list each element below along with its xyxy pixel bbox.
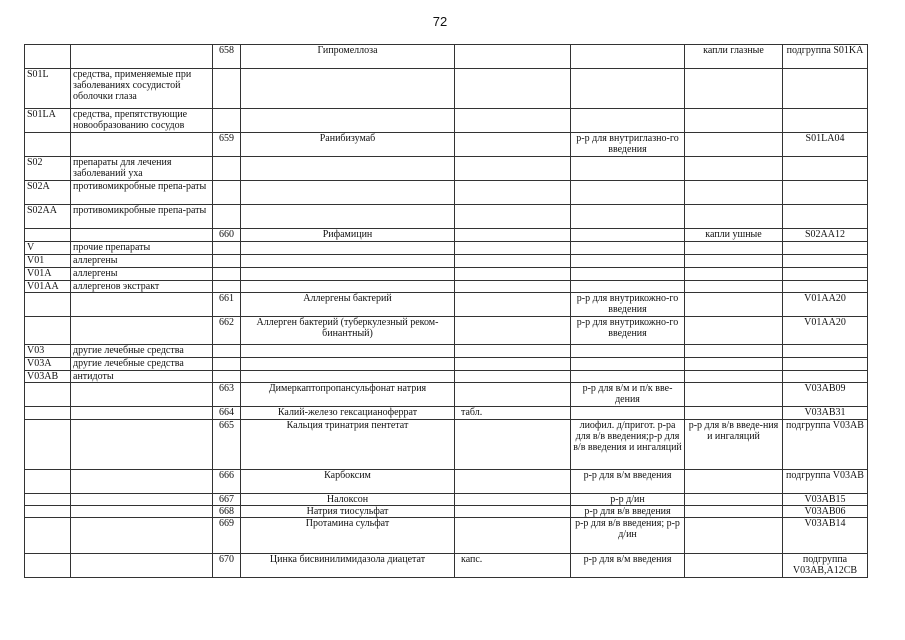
dosage-form-cell-1 xyxy=(455,205,571,229)
table-row xyxy=(25,554,868,578)
dosage-form-cell-1 xyxy=(455,157,571,181)
dosage-form-cell-1: капс. xyxy=(455,554,571,578)
drug-name-cell xyxy=(241,358,455,371)
dosage-form-cell-3: капли глазные xyxy=(685,45,783,69)
table-row xyxy=(25,229,868,242)
table-row xyxy=(25,181,868,205)
drug-name-cell xyxy=(241,205,455,229)
dosage-form-cell-1 xyxy=(455,383,571,407)
dosage-form-cell-2 xyxy=(571,268,685,281)
drug-name-cell xyxy=(241,255,455,268)
table-row xyxy=(25,268,868,281)
dosage-form-cell-3 xyxy=(685,268,783,281)
dosage-form-cell-1 xyxy=(455,268,571,281)
table-row xyxy=(25,470,868,494)
group-description-cell: прочие препараты xyxy=(71,242,213,255)
dosage-form-cell-1 xyxy=(455,45,571,69)
atc-group-code-cell: V03AB xyxy=(25,371,71,383)
atc-code-cell xyxy=(783,268,868,281)
table-row xyxy=(25,345,868,358)
atc-group-code-cell xyxy=(25,518,71,554)
atc-code-cell: S02AA12 xyxy=(783,229,868,242)
dosage-form-cell-1 xyxy=(455,345,571,358)
dosage-form-cell-3 xyxy=(685,518,783,554)
row-number-cell: 664 xyxy=(213,407,241,420)
dosage-form-cell-2 xyxy=(571,205,685,229)
group-description-cell: другие лечебные средства xyxy=(71,345,213,358)
drug-name-cell xyxy=(241,109,455,133)
dosage-form-cell-2 xyxy=(571,255,685,268)
table-row xyxy=(25,255,868,268)
row-number-cell xyxy=(213,157,241,181)
atc-group-code-cell xyxy=(25,506,71,518)
dosage-form-cell-1 xyxy=(455,358,571,371)
atc-code-cell: V03AB06 xyxy=(783,506,868,518)
dosage-form-cell-3 xyxy=(685,506,783,518)
atc-group-code-cell: S01L xyxy=(25,69,71,109)
atc-group-code-cell xyxy=(25,554,71,578)
group-description-cell: антидоты xyxy=(71,371,213,383)
atc-code-cell: подгруппа V03AB xyxy=(783,420,868,470)
group-description-cell: аллергенов экстракт xyxy=(71,281,213,293)
atc-group-code-cell xyxy=(25,494,71,506)
row-number-cell xyxy=(213,281,241,293)
table-row xyxy=(25,45,868,69)
atc-group-code-cell: S02A xyxy=(25,181,71,205)
atc-code-cell: V03AB31 xyxy=(783,407,868,420)
dosage-form-cell-1 xyxy=(455,420,571,470)
atc-code-cell xyxy=(783,358,868,371)
atc-group-code-cell: V03A xyxy=(25,358,71,371)
dosage-form-cell-2: р-р для внутрикожно-го введения xyxy=(571,293,685,317)
dosage-form-cell-2: р-р для в/в введения xyxy=(571,506,685,518)
dosage-form-cell-1 xyxy=(455,281,571,293)
row-number-cell xyxy=(213,268,241,281)
atc-code-cell xyxy=(783,181,868,205)
drug-name-cell xyxy=(241,181,455,205)
group-description-cell: средства, препятствующие новообразованию сосудов xyxy=(71,109,213,133)
atc-code-cell xyxy=(783,109,868,133)
atc-group-code-cell xyxy=(25,470,71,494)
row-number-cell: 665 xyxy=(213,420,241,470)
drug-name-cell xyxy=(241,371,455,383)
atc-group-code-cell xyxy=(25,45,71,69)
row-number-cell: 659 xyxy=(213,133,241,157)
dosage-form-cell-2 xyxy=(571,69,685,109)
dosage-form-cell-1 xyxy=(455,506,571,518)
drug-name-cell: Аллергены бактерий xyxy=(241,293,455,317)
dosage-form-cell-2 xyxy=(571,181,685,205)
table-body xyxy=(25,45,868,578)
group-description-cell xyxy=(71,317,213,345)
drug-name-cell: Протамина сульфат xyxy=(241,518,455,554)
group-description-cell: аллергены xyxy=(71,268,213,281)
dosage-form-cell-2 xyxy=(571,407,685,420)
table-row xyxy=(25,494,868,506)
row-number-cell: 670 xyxy=(213,554,241,578)
dosage-form-cell-2: р-р для внутрикожно-го введения xyxy=(571,317,685,345)
drug-name-cell: Гипромеллоза xyxy=(241,45,455,69)
table-row xyxy=(25,358,868,371)
dosage-form-cell-3 xyxy=(685,407,783,420)
dosage-form-cell-2 xyxy=(571,109,685,133)
atc-code-cell: подгруппа V03AB,A12CB xyxy=(783,554,868,578)
dosage-form-cell-3 xyxy=(685,293,783,317)
group-description-cell xyxy=(71,554,213,578)
row-number-cell xyxy=(213,358,241,371)
atc-group-code-cell: V xyxy=(25,242,71,255)
atc-group-code-cell: V01A xyxy=(25,268,71,281)
dosage-form-cell-1 xyxy=(455,518,571,554)
atc-code-cell xyxy=(783,345,868,358)
row-number-cell xyxy=(213,109,241,133)
dosage-form-cell-3 xyxy=(685,554,783,578)
dosage-form-cell-1 xyxy=(455,317,571,345)
table-row xyxy=(25,109,868,133)
atc-group-code-cell: S01LA xyxy=(25,109,71,133)
group-description-cell xyxy=(71,518,213,554)
dosage-form-cell-3 xyxy=(685,281,783,293)
group-description-cell: препараты для лечения заболеваний уха xyxy=(71,157,213,181)
row-number-cell: 668 xyxy=(213,506,241,518)
dosage-form-cell-1 xyxy=(455,109,571,133)
group-description-cell xyxy=(71,45,213,69)
atc-code-cell xyxy=(783,281,868,293)
drug-name-cell: Рифамицин xyxy=(241,229,455,242)
dosage-form-cell-1 xyxy=(455,371,571,383)
dosage-form-cell-3: р-р для в/в введе-ния и ингаляций xyxy=(685,420,783,470)
atc-code-cell: V01AA20 xyxy=(783,293,868,317)
dosage-form-cell-1 xyxy=(455,242,571,255)
atc-group-code-cell xyxy=(25,407,71,420)
dosage-form-cell-2: лиофил. д/пригот. р-ра для в/в введения;р-р для в/в введения и ингаляций xyxy=(571,420,685,470)
dosage-form-cell-3 xyxy=(685,317,783,345)
drug-list-table xyxy=(24,44,868,578)
row-number-cell: 661 xyxy=(213,293,241,317)
dosage-form-cell-3 xyxy=(685,470,783,494)
atc-code-cell xyxy=(783,255,868,268)
dosage-form-cell-3 xyxy=(685,181,783,205)
row-number-cell xyxy=(213,371,241,383)
group-description-cell: противомикробные препа-раты xyxy=(71,205,213,229)
dosage-form-cell-1 xyxy=(455,470,571,494)
row-number-cell xyxy=(213,255,241,268)
dosage-form-cell-2: р-р для в/м введения xyxy=(571,470,685,494)
row-number-cell xyxy=(213,69,241,109)
atc-code-cell xyxy=(783,157,868,181)
atc-group-code-cell xyxy=(25,317,71,345)
drug-name-cell xyxy=(241,268,455,281)
table-row xyxy=(25,518,868,554)
atc-code-cell: подгруппа S01KA xyxy=(783,45,868,69)
atc-code-cell: S01LA04 xyxy=(783,133,868,157)
dosage-form-cell-1 xyxy=(455,133,571,157)
dosage-form-cell-3 xyxy=(685,494,783,506)
table-row xyxy=(25,281,868,293)
dosage-form-cell-3 xyxy=(685,371,783,383)
drug-name-cell: Калий-железо гексацианоферрат xyxy=(241,407,455,420)
atc-group-code-cell xyxy=(25,229,71,242)
row-number-cell xyxy=(213,181,241,205)
drug-name-cell: Кальция тринатрия пентетат xyxy=(241,420,455,470)
table-row xyxy=(25,383,868,407)
dosage-form-cell-2: р-р д/ин xyxy=(571,494,685,506)
group-description-cell: аллергены xyxy=(71,255,213,268)
dosage-form-cell-3 xyxy=(685,358,783,371)
dosage-form-cell-2 xyxy=(571,358,685,371)
dosage-form-cell-2 xyxy=(571,242,685,255)
dosage-form-cell-2: р-р для в/в введения; р-р д/ин xyxy=(571,518,685,554)
row-number-cell xyxy=(213,205,241,229)
atc-group-code-cell: V01 xyxy=(25,255,71,268)
atc-group-code-cell xyxy=(25,420,71,470)
atc-group-code-cell: S02AA xyxy=(25,205,71,229)
atc-group-code-cell xyxy=(25,383,71,407)
row-number-cell xyxy=(213,242,241,255)
drug-name-cell xyxy=(241,69,455,109)
dosage-form-cell-1 xyxy=(455,293,571,317)
table-row xyxy=(25,242,868,255)
dosage-form-cell-3 xyxy=(685,205,783,229)
dosage-form-cell-1 xyxy=(455,229,571,242)
dosage-form-cell-2 xyxy=(571,45,685,69)
table-row xyxy=(25,317,868,345)
dosage-form-cell-2: р-р для в/м введения xyxy=(571,554,685,578)
group-description-cell xyxy=(71,407,213,420)
dosage-form-cell-2 xyxy=(571,157,685,181)
dosage-form-cell-2 xyxy=(571,229,685,242)
atc-group-code-cell xyxy=(25,293,71,317)
dosage-form-cell-3: капли ушные xyxy=(685,229,783,242)
atc-code-cell: V01AA20 xyxy=(783,317,868,345)
atc-group-code-cell: V01AA xyxy=(25,281,71,293)
dosage-form-cell-2: р-р для в/м и п/к вве-дения xyxy=(571,383,685,407)
dosage-form-cell-3 xyxy=(685,69,783,109)
dosage-form-cell-3 xyxy=(685,157,783,181)
drug-name-cell: Димеркаптопропансульфонат натрия xyxy=(241,383,455,407)
group-description-cell xyxy=(71,133,213,157)
group-description-cell xyxy=(71,506,213,518)
table-row xyxy=(25,157,868,181)
atc-group-code-cell: S02 xyxy=(25,157,71,181)
group-description-cell xyxy=(71,293,213,317)
dosage-form-cell-3 xyxy=(685,255,783,268)
dosage-form-cell-3 xyxy=(685,383,783,407)
group-description-cell xyxy=(71,470,213,494)
group-description-cell: другие лечебные средства xyxy=(71,358,213,371)
dosage-form-cell-3 xyxy=(685,133,783,157)
table-row xyxy=(25,293,868,317)
drug-name-cell: Налоксон xyxy=(241,494,455,506)
atc-code-cell xyxy=(783,371,868,383)
dosage-form-cell-2 xyxy=(571,371,685,383)
dosage-form-cell-1 xyxy=(455,69,571,109)
drug-name-cell: Натрия тиосульфат xyxy=(241,506,455,518)
page-number: 72 xyxy=(432,14,448,29)
table-row xyxy=(25,133,868,157)
row-number-cell xyxy=(213,345,241,358)
row-number-cell: 658 xyxy=(213,45,241,69)
drug-name-cell: Карбоксим xyxy=(241,470,455,494)
atc-group-code-cell: V03 xyxy=(25,345,71,358)
drug-name-cell: Аллерген бактерий (туберкулезный реком-бинантный) xyxy=(241,317,455,345)
dosage-form-cell-1 xyxy=(455,181,571,205)
group-description-cell: противомикробные препа-раты xyxy=(71,181,213,205)
row-number-cell: 666 xyxy=(213,470,241,494)
atc-group-code-cell xyxy=(25,133,71,157)
atc-code-cell xyxy=(783,205,868,229)
dosage-form-cell-3 xyxy=(685,242,783,255)
drug-name-cell xyxy=(241,242,455,255)
drug-name-cell: Цинка бисвинилимидазола диацетат xyxy=(241,554,455,578)
dosage-form-cell-1: табл. xyxy=(455,407,571,420)
atc-code-cell xyxy=(783,242,868,255)
drug-name-cell: Ранибизумаб xyxy=(241,133,455,157)
atc-code-cell: V03AB14 xyxy=(783,518,868,554)
group-description-cell xyxy=(71,494,213,506)
table-row xyxy=(25,69,868,109)
atc-code-cell: подгруппа V03AB xyxy=(783,470,868,494)
table-row xyxy=(25,371,868,383)
row-number-cell: 660 xyxy=(213,229,241,242)
dosage-form-cell-1 xyxy=(455,255,571,268)
table-row xyxy=(25,407,868,420)
dosage-form-cell-3 xyxy=(685,109,783,133)
atc-code-cell: V03AB15 xyxy=(783,494,868,506)
drug-name-cell xyxy=(241,281,455,293)
row-number-cell: 669 xyxy=(213,518,241,554)
table-row xyxy=(25,506,868,518)
group-description-cell xyxy=(71,229,213,242)
table-row xyxy=(25,205,868,229)
atc-code-cell: V03AB09 xyxy=(783,383,868,407)
atc-code-cell xyxy=(783,69,868,109)
dosage-form-cell-2: р-р для внутриглазно-го введения xyxy=(571,133,685,157)
row-number-cell: 667 xyxy=(213,494,241,506)
dosage-form-cell-2 xyxy=(571,345,685,358)
group-description-cell xyxy=(71,420,213,470)
drug-name-cell xyxy=(241,345,455,358)
group-description-cell: средства, применяемые при заболеваниях сосудистой оболочки глаза xyxy=(71,69,213,109)
row-number-cell: 663 xyxy=(213,383,241,407)
table-row xyxy=(25,420,868,470)
group-description-cell xyxy=(71,383,213,407)
dosage-form-cell-1 xyxy=(455,494,571,506)
dosage-form-cell-2 xyxy=(571,281,685,293)
drug-name-cell xyxy=(241,157,455,181)
row-number-cell: 662 xyxy=(213,317,241,345)
dosage-form-cell-3 xyxy=(685,345,783,358)
